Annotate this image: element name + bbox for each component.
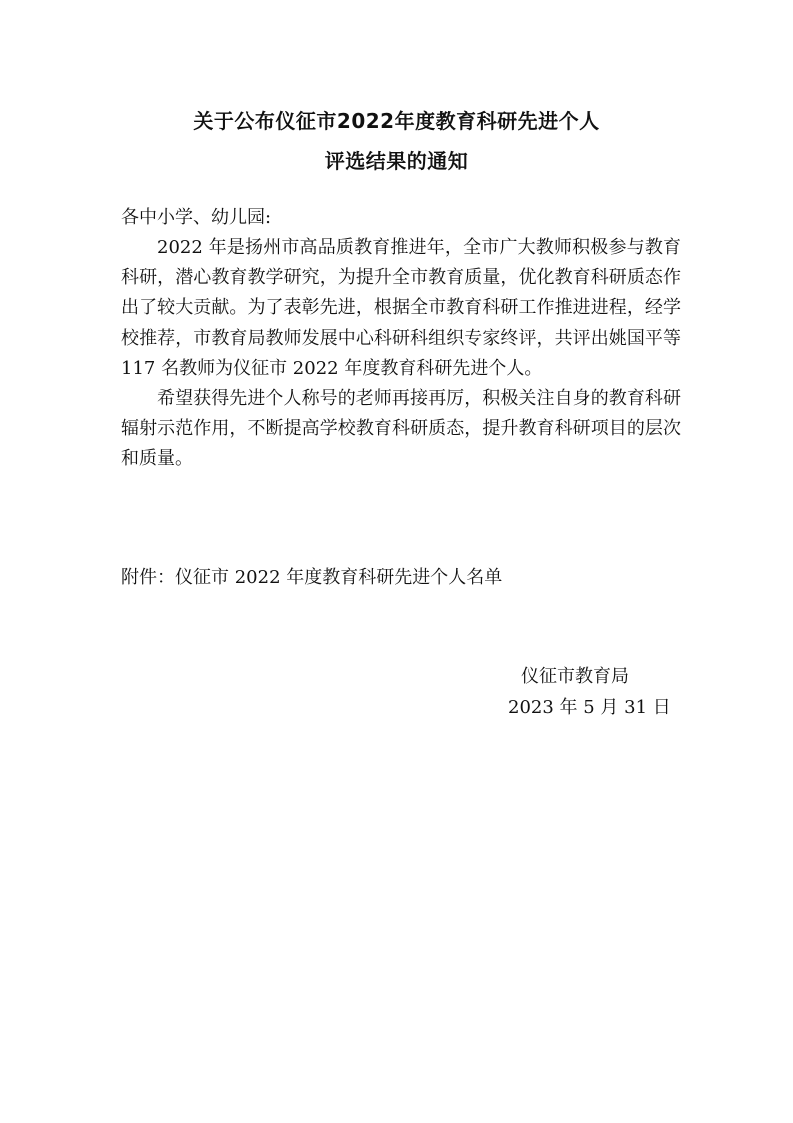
- body-paragraph-1: 2022 年是扬州市高品质教育推进年，全市广大教师积极参与教育科研，潜心教育教学研究，为提升全市教育质量，优化教育科研质态作出了较大贡献。为了表彰先进，根据全市教育科研工作推进进程，经学校推荐，市教育局教师发展中心科研科组织专家终评，共评出姚国平等 117 名教师为仪征市 2022 年度教育科研先进个人。: [121, 237, 681, 379]
- salutation: 各中小学、幼儿园:: [121, 207, 272, 228]
- signature-organization: 仪征市教育局: [521, 666, 629, 687]
- signature-date: 2023 年 5 月 31 日: [508, 697, 671, 718]
- body-text: [121, 233, 681, 475]
- body-paragraph-2: 希望获得先进个人称号的老师再接再厉，积极关注自身的教育科研辐射示范作用，不断提高学校教育科研质态，提升教育科研项目的层次和质量。: [121, 388, 681, 470]
- attachment-line: 附件：仪征市 2022 年度教育科研先进个人名单: [121, 567, 503, 588]
- document-title-line-2: 评选结果的通知: [324, 149, 469, 173]
- document-title-line-1: 关于公布仪征市2022年度教育科研先进个人: [193, 109, 600, 133]
